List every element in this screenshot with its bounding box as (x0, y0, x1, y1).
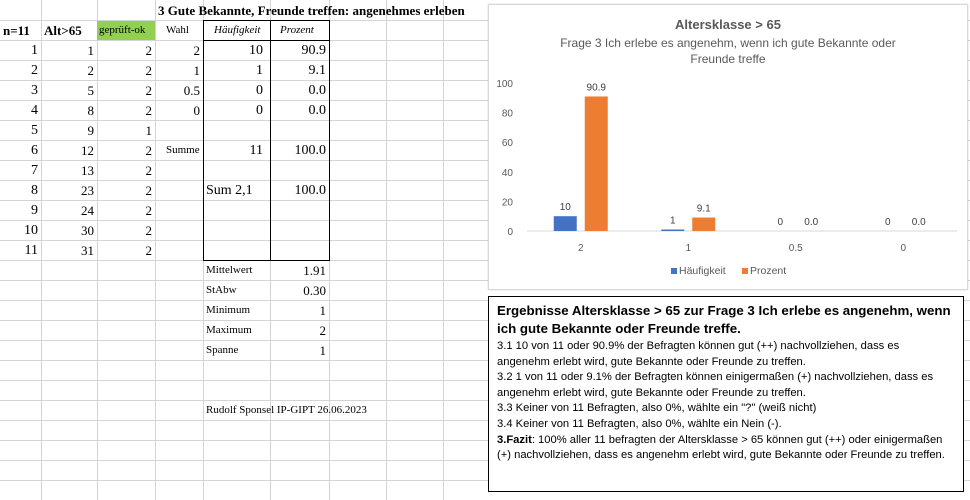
col-geprueft-header[interactable]: geprüft-ok (99, 24, 146, 36)
stat-value[interactable]: 1.91 (303, 263, 326, 278)
chart-plot-area (496, 79, 957, 254)
fazit-label: 3.Fazit (497, 433, 532, 446)
col-prozent-header[interactable]: Prozent (280, 24, 314, 36)
y-tick-label: 60 (501, 138, 513, 150)
sum21-label[interactable]: Sum 2,1 (206, 183, 253, 198)
chart-subtitle-line-2: Freunde treffe (690, 52, 766, 66)
col-haeufigkeit-header[interactable]: Häufigkeit (214, 24, 261, 36)
cell-alt[interactable]: 2 (87, 63, 94, 78)
cell-haeufigkeit[interactable]: 10 (249, 43, 263, 58)
chart-svg (489, 5, 967, 289)
legend-label-haeufigkeit: Häufigkeit (679, 265, 726, 277)
data-label: 0 (777, 217, 784, 228)
cell-prozent[interactable]: 0.0 (308, 103, 326, 118)
result-3-2: 3.2 1 von 11 oder 9.1% der Befragten können einigermaßen (+) nachvollziehen, dass es angenehm erlebt wird, gute Bekannte oder Freunde zu treffen. (497, 371, 934, 399)
legend-swatch-haeufigkeit (671, 268, 677, 274)
stat-label[interactable]: Minimum (206, 304, 251, 316)
y-tick-label: 80 (501, 108, 513, 120)
cell-alt[interactable]: 5 (87, 83, 94, 98)
data-label: 9.1 (696, 203, 711, 215)
cell-haeufigkeit[interactable]: 0 (256, 83, 263, 98)
stat-value[interactable]: 1 (319, 303, 326, 318)
data-label: 0.0 (911, 217, 926, 228)
cell-alt[interactable]: 12 (81, 143, 94, 158)
summe-value[interactable]: 11 (249, 143, 263, 158)
cell-alt[interactable]: 30 (81, 223, 94, 238)
col-n-header[interactable]: n=11 (3, 23, 30, 38)
col-wahl-header[interactable]: Wahl (166, 24, 189, 36)
cell-alt[interactable]: 24 (81, 203, 94, 218)
data-label: 0 (884, 217, 891, 228)
chart-legend (671, 265, 786, 277)
cell-wahl[interactable]: 2 (193, 43, 200, 58)
result-fazit (497, 433, 955, 464)
summe-label[interactable]: Summe (166, 144, 200, 156)
cell-n[interactable]: 2 (31, 63, 38, 78)
data-label: 1 (669, 215, 676, 227)
cell-gep[interactable]: 1 (145, 123, 152, 138)
y-tick-label: 20 (501, 197, 513, 209)
cell-gep[interactable]: 2 (145, 43, 152, 58)
cell-n[interactable]: 9 (31, 203, 38, 218)
cell-wahl[interactable]: 0.5 (183, 83, 200, 98)
stat-label[interactable]: StAbw (206, 284, 237, 296)
cell-prozent[interactable]: 0.0 (308, 83, 326, 98)
cell-gep[interactable]: 2 (145, 223, 152, 238)
x-tick-label: 1 (685, 243, 692, 254)
cell-wahl[interactable]: 0 (193, 103, 200, 118)
cell-gep[interactable]: 2 (145, 63, 152, 78)
cell-gep[interactable]: 2 (145, 83, 152, 98)
cell-alt[interactable]: 9 (87, 123, 94, 138)
results-heading: Ergebnisse Altersklasse > 65 zur Frage 3 Ich erlebe es angenehm, wenn ich gute Bekannte oder Freunde treffe. (497, 303, 951, 336)
x-tick-label: 2 (577, 243, 584, 254)
cell-n[interactable]: 6 (31, 143, 38, 158)
stat-label[interactable]: Maximum (206, 324, 252, 336)
cell-n[interactable]: 10 (24, 223, 38, 238)
cell-alt[interactable]: 8 (87, 103, 94, 118)
cell-alt[interactable]: 13 (81, 163, 94, 178)
cell-gep[interactable]: 2 (145, 183, 152, 198)
y-tick-label: 40 (501, 167, 513, 179)
cell-wahl[interactable]: 1 (193, 63, 200, 78)
stat-label[interactable]: Mittelwert (206, 264, 253, 276)
result-3-1: 3.1 10 von 11 oder 90.9% der Befragten können gut (++) nachvollziehen, dass es angenehm erlebt wird, gute Bekannte oder Freunde zu treffen. (497, 340, 900, 368)
stat-value[interactable]: 1 (319, 343, 326, 358)
result-3-3: 3.3 Keiner von 11 Befragten, also 0%, wählte ein "?" (weiß nicht) (497, 402, 817, 415)
stat-value[interactable]: 0.30 (303, 283, 326, 298)
cell-n[interactable]: 5 (31, 123, 38, 138)
author-credit[interactable]: Rudolf Sponsel IP-GIPT 26.06.2023 (206, 404, 367, 416)
cell-haeufigkeit[interactable]: 0 (256, 103, 263, 118)
cell-n[interactable]: 3 (31, 83, 38, 98)
stat-value[interactable]: 2 (319, 323, 326, 338)
x-tick-label: 0.5 (788, 243, 803, 254)
cell-prozent[interactable]: 9.1 (308, 63, 326, 78)
cell-n[interactable]: 4 (31, 103, 38, 118)
cell-gep[interactable]: 2 (145, 143, 152, 158)
cell-gep[interactable]: 2 (145, 103, 152, 118)
legend-label-prozent: Prozent (750, 265, 787, 277)
data-label: 0.0 (804, 217, 819, 228)
cell-alt[interactable]: 31 (81, 243, 94, 258)
cell-prozent[interactable]: 90.9 (301, 43, 326, 58)
fazit-text: : 100% aller 11 befragten der Altersklasse > 65 können gut (++) oder einigermaßen (+) nachvollziehen, dass es angenehm erlebt wird, gute Bekannte oder Freunde zu treffen. (497, 433, 945, 462)
cell-alt[interactable]: 23 (81, 183, 94, 198)
data-label: 90.9 (586, 82, 606, 94)
data-label: 10 (559, 202, 571, 214)
cell-gep[interactable]: 2 (145, 243, 152, 258)
bar-prozent (692, 218, 715, 231)
sheet-title: 3 Gute Bekannte, Freunde treffen: angenehmes erleben (158, 3, 465, 18)
sum21-prozent[interactable]: 100.0 (294, 183, 326, 198)
cell-gep[interactable]: 2 (145, 163, 152, 178)
cell-gep[interactable]: 2 (145, 203, 152, 218)
chart-subtitle-line-1: Frage 3 Ich erlebe es angenehm, wenn ich gute Bekannte oder (560, 36, 896, 50)
cell-n[interactable]: 7 (31, 163, 38, 178)
cell-n[interactable]: 1 (31, 43, 38, 58)
cell-n[interactable]: 8 (31, 183, 38, 198)
result-3-4: 3.4 Keiner von 11 Befragten, also 0%, wählte ein Nein (-). (497, 417, 782, 430)
summe-prozent[interactable]: 100.0 (294, 143, 326, 158)
chart-title: Altersklasse > 65 (675, 17, 781, 32)
cell-alt[interactable]: 1 (87, 43, 94, 58)
bar-prozent (585, 96, 608, 231)
col-alt-header[interactable]: Alt>65 (44, 23, 82, 38)
cell-haeufigkeit[interactable]: 1 (256, 63, 263, 78)
bar-haeufigkeit (554, 216, 577, 231)
bar-chart[interactable] (488, 4, 968, 290)
y-tick-label: 100 (496, 79, 513, 90)
stat-label[interactable]: Spanne (206, 344, 239, 356)
cell-n[interactable]: 11 (24, 243, 38, 258)
y-tick-label: 0 (507, 227, 513, 238)
legend-swatch-prozent (742, 268, 748, 274)
x-tick-label: 0 (900, 243, 907, 254)
results-textbox[interactable] (488, 296, 964, 492)
bar-haeufigkeit (661, 230, 684, 231)
